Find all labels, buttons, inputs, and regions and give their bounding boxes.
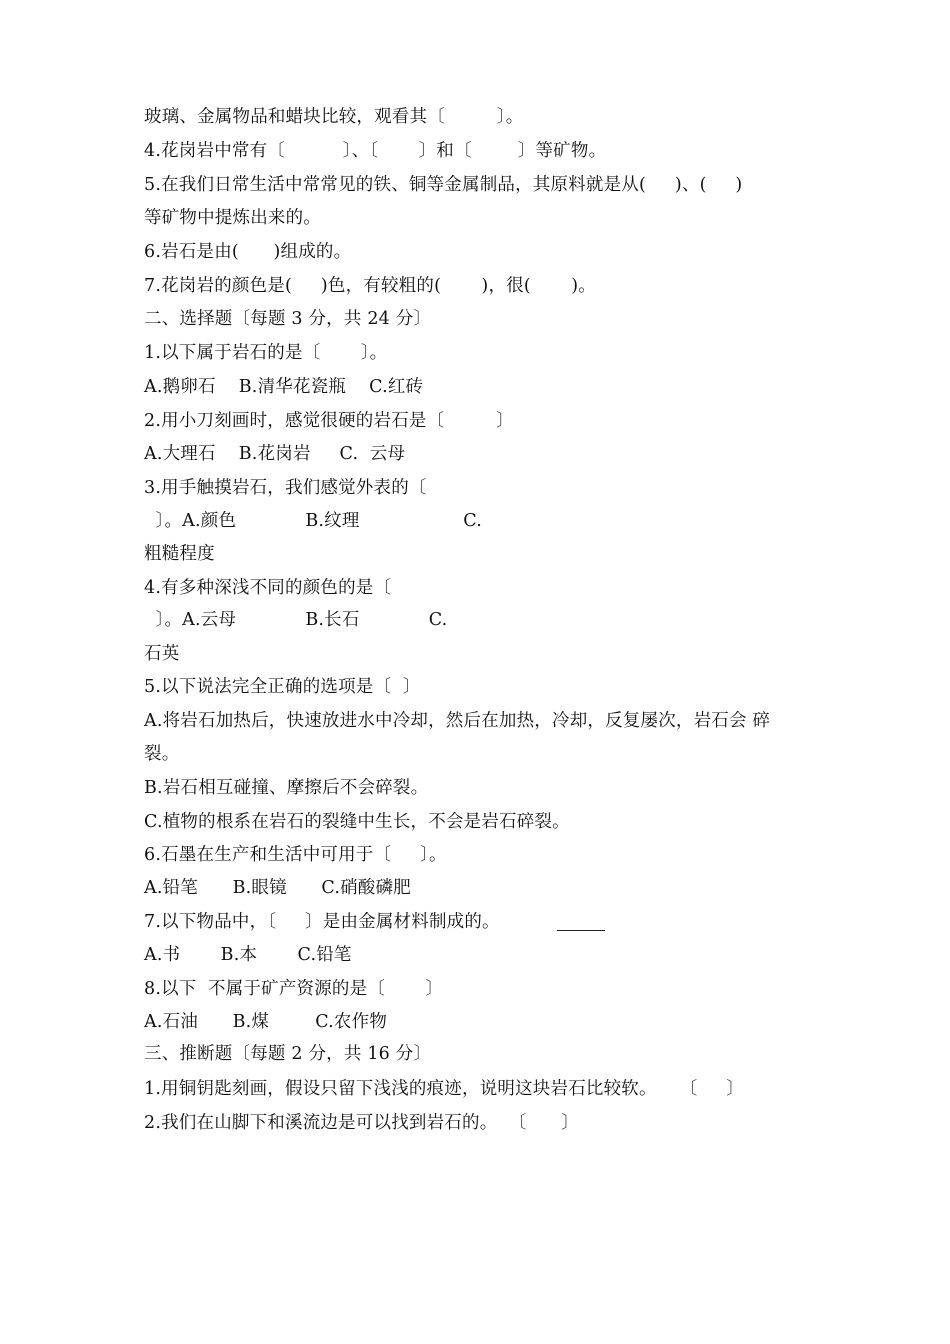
choice-q3-option-c: 粗糙程度 xyxy=(144,544,215,564)
choice-q2: 2.用小刀刻画时，感觉很硬的岩石是〔 〕 xyxy=(144,411,514,431)
fill-in-blank-q7: 7.花岗岩的颜色是( )色，有较粗的( )，很( )。 xyxy=(144,276,596,296)
choice-q7-options: A.书 B.本 C.铅笔 xyxy=(144,945,352,965)
fill-in-blank-q5-line2: 等矿物中提炼出来的。 xyxy=(144,208,321,228)
section-heading-choice: 二、选择题〔每题 3 分，共 24 分〕 xyxy=(144,309,432,329)
choice-q5-option-c: C.植物的根系在岩石的裂缝中生长，不会是岩石碎裂。 xyxy=(144,812,570,832)
choice-q5-option-b: B.岩石相互碰撞、摩擦后不会碎裂。 xyxy=(144,778,429,798)
choice-q7: 7.以下物品中，〔 〕是由金属材料制成的。 xyxy=(144,912,500,932)
judgment-q2: 2.我们在山脚下和溪流边是可以找到岩石的。 〔 〕 xyxy=(144,1113,579,1133)
fill-in-blank-q5-line1: 5.在我们日常生活中常常见的铁、铜等金属制品，其原料就是从( )、( ) xyxy=(144,175,743,195)
answer-underline xyxy=(557,930,605,931)
choice-q3-options: 〕。A.颜色 B.纹理 C. xyxy=(144,511,483,531)
choice-q5: 5.以下说法完全正确的选项是〔 〕 xyxy=(144,677,421,697)
choice-q4: 4.有多种深浅不同的颜色的是〔 xyxy=(144,578,392,598)
choice-q8-options: A.石油 B.煤 C.农作物 xyxy=(144,1012,388,1032)
choice-q3: 3.用手触摸岩石，我们感觉外表的〔 xyxy=(144,478,427,498)
fill-in-blank-q6: 6.岩石是由( )组成的。 xyxy=(144,242,352,262)
choice-q5-option-a-line2: 裂。 xyxy=(144,744,180,764)
judgment-q1: 1.用铜钥匙刻画，假设只留下浅浅的痕迹，说明这块岩石比较软。 〔 〕 xyxy=(144,1079,744,1099)
choice-q5-option-a-line1: A.将岩石加热后，快速放进水中冷却，然后在加热，冷却，反复屡次，岩石会 碎 xyxy=(144,711,771,731)
choice-q2-options: A.大理石 B.花岗岩 C. 云母 xyxy=(144,444,406,464)
choice-q6-options: A.铅笔 B.眼镜 C.硝酸磷肥 xyxy=(144,878,411,898)
choice-q4-option-c: 石英 xyxy=(144,644,180,664)
section-heading-judgment: 三、推断题〔每题 2 分，共 16 分〕 xyxy=(144,1044,432,1064)
choice-q1: 1.以下属于岩石的是〔 〕。 xyxy=(144,343,388,363)
choice-q4-options: 〕。A.云母 B.长石 C. xyxy=(144,610,448,630)
choice-q6: 6.石墨在生产和生活中可用于〔 〕。 xyxy=(144,845,447,865)
fill-in-blank-q4: 4.花岗岩中常有〔 〕、〔 〕和〔 〕等矿物。 xyxy=(144,141,607,161)
choice-q1-options: A.鹅卵石 B.清华花瓷瓶 C.红砖 xyxy=(144,377,424,397)
fill-in-blank-q3-continuation: 玻璃、金属物品和蜡块比较，观看其〔 〕。 xyxy=(144,107,524,127)
choice-q8: 8.以下 不属于矿产资源的是〔 〕 xyxy=(144,979,444,999)
